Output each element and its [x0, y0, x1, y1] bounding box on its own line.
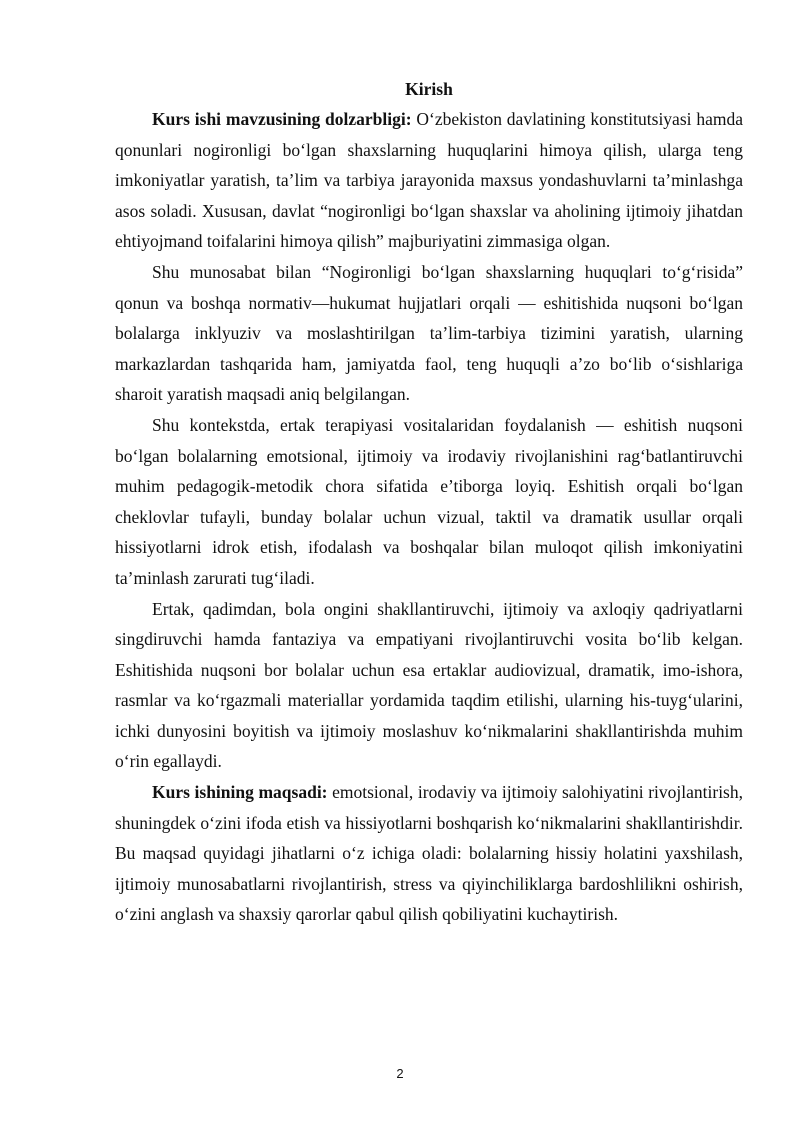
paragraph-text: Shu munosabat bilan “Nogironligi bo‘lgan shaxslarning huquqlari to‘g‘risida” qonun va boshqa normativ—hukumat hujjatlari orqali — eshitishida nuqsoni bo‘lgan bolalarga inklyuziv va moslashtirilgan ta’lim-tarbiya tizimini yaratish, ularning markazlardan tashqarida ham, jamiyatda faol, teng huquqli a’zo bo‘lib o‘sishlariga sharoit yaratish maqsadi aniq belgilangan.	[115, 261, 743, 405]
paragraph-law	[115, 257, 743, 410]
paragraph-fairy-tale-therapy	[115, 410, 743, 594]
page-number: 2	[396, 1066, 404, 1081]
paragraph-goal	[115, 777, 743, 930]
paragraph-text: O‘zbekiston davlatining konstitutsiyasi hamda qonunlari nogironligi bo‘lgan shaxslarning huquqlarini himoya qilish, ularga teng imkoniyatlar yaratish, ta’lim va tarbiya jarayonida maxsus yondashuvlarni ta’minlashga asos soladi. Xususan, davlat “nogironligi bo‘lgan shaxslar va aholining ijtimoiy jihatdan ehtiyojmand toifalarini himoya qilish” majburiyatini zimmasiga olgan.	[115, 109, 743, 252]
paragraph-lead-goal: Kurs ishining maqsadi:	[152, 782, 328, 803]
paragraph-relevance	[115, 104, 743, 257]
paragraph-text: Ertak, qadimdan, bola ongini shakllantiruvchi, ijtimoiy va axloqiy qadriyatlarni singdiruvchi hamda fantaziya va empatiyani rivojlantiruvchi vosita bo‘lib kelgan. Eshitishida nuqsoni bor bolalar uchun esa ertaklar audiovizual, dramatik, imo-ishora, rasmlar va ko‘rgazmali materiallar yordamida taqdim etilishi, ularning his-tuyg‘ularini, ichki dunyosini boyitish va ijtimoiy moslashuv ko‘nikmalarini shakllantirishda muhim o‘rin egallaydi.	[115, 598, 743, 772]
paragraph-text: Shu kontekstda, ertak terapiyasi vositalaridan foydalanish — eshitish nuqsoni bo‘lgan bolalarning emotsional, ijtimoiy va irodaviy rivojlanishini rag‘batlantiruvchi muhim pedagogik-metodik chora sifatida e’tiborga loyiq. Eshitish orqali bo‘lgan cheklovlar tufayli, bunday bolalar uchun vizual, taktil va dramatik usullar orqali hissiyotlarni idrok etish, ifodalash va boshqalar bilan muloqot qilish imkoniyatini ta’minlash zarurati tug‘iladi.	[115, 414, 743, 588]
paragraph-text: emotsional, irodaviy va ijtimoiy salohiyatini rivojlantirish, shuningdek o‘zini ifoda etish va hissiyotlarni boshqarish ko‘nikmalarini shakllantirishdir. Bu maqsad quyidagi jihatlarni o‘z ichiga oladi: bolalarning hissiy holatini yaxshilash, ijtimoiy munosabatlarni rivojlantirish, stress va qiyinchiliklarga bardoshlilikni oshirish, o‘zini anglash va shaxsiy qarorlar qabul qilish qobiliyatini kuchaytirish.	[115, 782, 743, 925]
paragraph-lead-relevance: Kurs ishi mavzusining dolzarbligi:	[152, 109, 412, 129]
paragraph-fairy-tale-role	[115, 594, 743, 778]
section-title: Kirish	[405, 79, 453, 99]
